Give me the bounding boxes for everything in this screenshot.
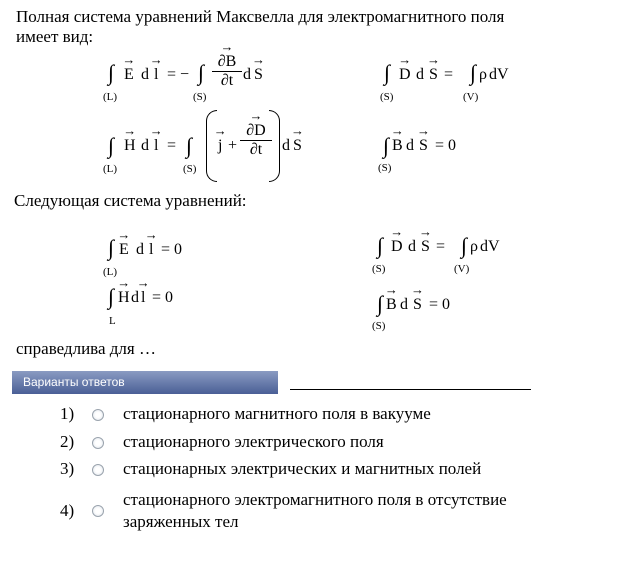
radio-button[interactable]: [92, 437, 104, 449]
partial-b: → ∂B: [218, 53, 237, 71]
answer-underline: [290, 389, 531, 390]
vector-l: → l: [154, 137, 158, 155]
integral-sign: ∫: [108, 284, 115, 309]
vector-h: → H: [124, 137, 136, 155]
plus: +: [228, 137, 238, 154]
symbol-d: d: [243, 66, 251, 83]
option-label[interactable]: стационарного магнитного поля в вакууме: [123, 404, 431, 423]
vector-d: → D: [391, 238, 403, 256]
answers-header: Варианты ответов: [12, 371, 278, 394]
symbol-d: d: [406, 137, 414, 154]
integral-sign: ∫: [377, 233, 384, 258]
vector-l: → l: [149, 241, 153, 259]
option-label[interactable]: стационарного электрического поля: [123, 432, 384, 451]
integral-sign: ∫: [461, 233, 468, 258]
radio-button[interactable]: [92, 464, 104, 476]
vector-s: → S: [293, 137, 302, 155]
subscript-l: (L): [103, 266, 118, 278]
integral-sign: ∫: [377, 291, 384, 316]
rho: ρ: [470, 238, 478, 255]
vector-e: → E: [119, 241, 129, 259]
option-label[interactable]: стационарных электрических и магнитных полей: [123, 459, 482, 478]
integral-sign: ∫: [108, 60, 115, 85]
option-number: 2): [60, 432, 75, 451]
equals-zero: = 0: [161, 241, 183, 258]
vector-s: → S: [429, 66, 438, 84]
vector-b: → B: [386, 296, 397, 314]
subscript-s: (S): [372, 320, 386, 332]
subscript-v: (V): [454, 263, 470, 275]
vector-h: → H: [118, 289, 130, 307]
option-label-line-1[interactable]: стационарного электромагнитного поля в отсутствие: [123, 490, 507, 509]
radio-button[interactable]: [92, 409, 104, 421]
equals: =: [436, 238, 446, 255]
vector-s: → S: [419, 137, 428, 155]
intro-line-1: Полная система уравнений Максвелла для электромагнитного поля: [16, 7, 505, 26]
valid-for-text: справедлива для …: [16, 339, 156, 358]
vector-s: → S: [421, 238, 430, 256]
radio-button[interactable]: [92, 505, 104, 517]
integral-sign: ∫: [198, 60, 205, 85]
integral-sign: ∫: [108, 235, 115, 260]
rho: ρ: [479, 66, 487, 83]
partial-t: ∂t: [249, 141, 263, 158]
subscript-s: (S): [193, 91, 207, 103]
symbol-d: d: [416, 66, 424, 83]
partial-d: → ∂D: [246, 122, 265, 140]
subscript-l: (L): [103, 91, 118, 103]
equals-zero: = 0: [429, 296, 451, 313]
vector-s: → S: [413, 296, 422, 314]
integral-sign: ∫: [108, 133, 115, 158]
symbol-d: d: [136, 241, 144, 258]
vector-d: → D: [399, 66, 411, 84]
equals-zero: = 0: [435, 137, 457, 154]
option-number: 4): [60, 501, 75, 520]
integral-sign: ∫: [383, 133, 390, 158]
integral-sign: ∫: [384, 60, 391, 85]
symbol-d: d: [400, 296, 408, 313]
symbol-d: d: [282, 137, 290, 154]
equals-minus: = −: [167, 66, 190, 83]
following-system-text: Следующая система уравнений:: [14, 191, 247, 210]
symbol-d: d: [408, 238, 416, 255]
subscript-s: (S): [380, 91, 394, 103]
vector-j: → j: [218, 137, 222, 155]
subscript-s: (S): [378, 162, 392, 174]
integral-sign: ∫: [470, 60, 477, 85]
equals: =: [167, 137, 177, 154]
option-number: 3): [60, 459, 75, 478]
symbol-d: d: [131, 289, 139, 306]
left-paren: [206, 110, 217, 182]
vector-b: → B: [392, 137, 403, 155]
symbol-d: d: [141, 137, 149, 154]
fraction-dd-dt: [240, 122, 272, 159]
dv: dV: [489, 66, 509, 83]
subscript-l: (L): [103, 163, 118, 175]
subscript-s: (S): [372, 263, 386, 275]
equals-zero: = 0: [152, 289, 174, 306]
integral-sign: ∫: [186, 133, 193, 158]
right-paren: [269, 110, 280, 182]
equals: =: [444, 66, 454, 83]
partial-t: ∂t: [220, 72, 234, 89]
vector-l: → l: [141, 289, 145, 307]
option-number: 1): [60, 404, 75, 423]
symbol-d: d: [141, 66, 149, 83]
subscript-v: (V): [463, 91, 479, 103]
vector-e: → E: [124, 66, 134, 84]
intro-line-2: имеет вид:: [16, 27, 94, 46]
vector-l: → l: [154, 66, 158, 84]
subscript-l-plain: L: [109, 315, 116, 327]
option-label-line-2[interactable]: заряженных тел: [123, 512, 239, 531]
fraction-db-dt: [212, 53, 242, 90]
vector-s: → S: [254, 66, 263, 84]
subscript-s: (S): [183, 163, 197, 175]
dv: dV: [480, 238, 500, 255]
